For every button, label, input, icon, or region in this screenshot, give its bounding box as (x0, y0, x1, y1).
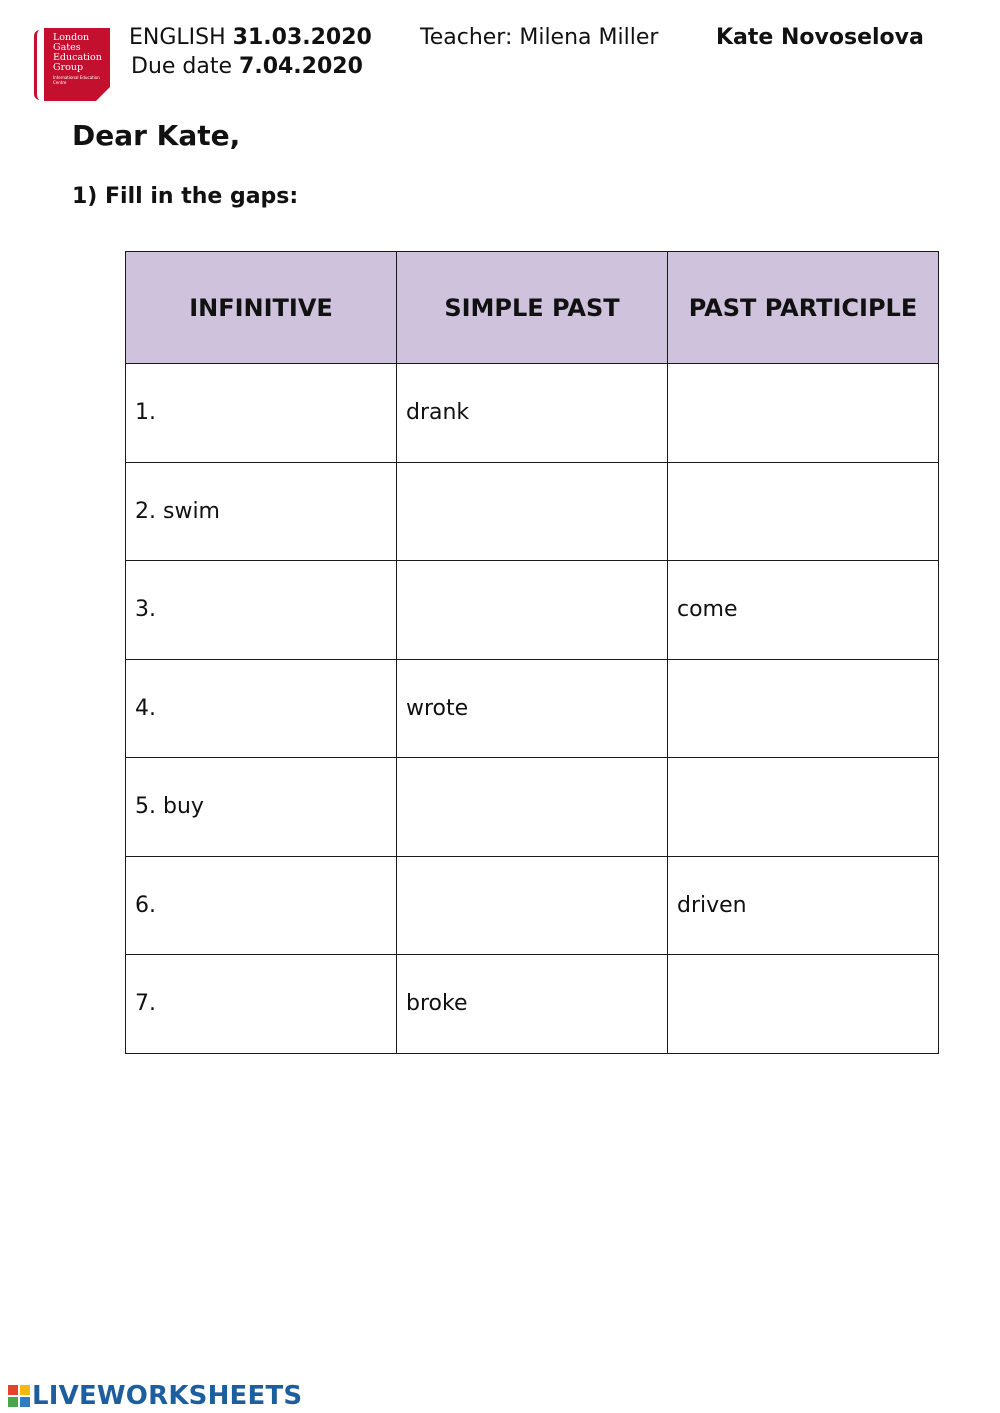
column-header-past-participle: PAST PARTICIPLE (668, 252, 939, 364)
past-participle-cell[interactable] (668, 462, 939, 561)
past-participle-cell[interactable]: driven (668, 856, 939, 955)
simple-past-cell[interactable] (397, 758, 668, 857)
infinitive-cell[interactable]: 1. (126, 364, 397, 463)
infinitive-cell[interactable]: 4. (126, 659, 397, 758)
greeting: Dear Kate, (72, 119, 241, 152)
logo-corner (96, 87, 110, 101)
table-header-row (126, 252, 939, 364)
past-participle-cell[interactable] (668, 659, 939, 758)
logo-block (20, 1385, 30, 1395)
liveworksheets-brand: LIVEWORKSHEETS (32, 1381, 303, 1411)
simple-past-cell[interactable]: wrote (397, 659, 668, 758)
column-header-infinitive: INFINITIVE (126, 252, 397, 364)
simple-past-cell[interactable] (397, 561, 668, 660)
table-row (126, 462, 939, 561)
due-date-value: 7.04.2020 (239, 54, 363, 79)
logo-block (8, 1385, 18, 1395)
simple-past-cell[interactable] (397, 462, 668, 561)
infinitive-cell[interactable]: 6. (126, 856, 397, 955)
simple-past-cell[interactable] (397, 856, 668, 955)
past-participle-cell[interactable] (668, 955, 939, 1054)
past-participle-cell[interactable] (668, 758, 939, 857)
logo-box (44, 28, 110, 101)
liveworksheets-logo-icon (8, 1385, 30, 1407)
logo-block (8, 1397, 18, 1407)
table-row (126, 856, 939, 955)
student-name: Kate Novoselova (716, 25, 924, 50)
teacher-name: Teacher: Milena Miller (420, 25, 659, 50)
past-participle-cell[interactable]: come (668, 561, 939, 660)
infinitive-cell[interactable]: 7. (126, 955, 397, 1054)
logo-subtitle: International Education Centre (53, 75, 100, 85)
table-row (126, 955, 939, 1054)
table-row (126, 758, 939, 857)
past-participle-cell[interactable] (668, 364, 939, 463)
simple-past-cell[interactable]: broke (397, 955, 668, 1054)
verb-forms-table (125, 251, 939, 1054)
footer-branding (8, 1381, 302, 1411)
table-row (126, 364, 939, 463)
due-date-line (131, 54, 363, 80)
subject-line (129, 25, 372, 51)
infinitive-cell[interactable]: 2. swim (126, 462, 397, 561)
logo-block (20, 1397, 30, 1407)
due-date-label: Due date (131, 54, 233, 79)
table-row (126, 561, 939, 660)
simple-past-cell[interactable]: drank (397, 364, 668, 463)
logo-name: London Gates Education Group (53, 32, 102, 73)
exercise-instruction: 1) Fill in the gaps: (72, 184, 299, 209)
infinitive-cell[interactable]: 3. (126, 561, 397, 660)
subject-label: ENGLISH (129, 25, 226, 50)
infinitive-cell[interactable]: 5. buy (126, 758, 397, 857)
table-row (126, 659, 939, 758)
logo-bracket (34, 30, 42, 100)
lesson-date: 31.03.2020 (232, 25, 372, 50)
school-logo (34, 28, 110, 101)
column-header-simple-past: SIMPLE PAST (397, 252, 668, 364)
